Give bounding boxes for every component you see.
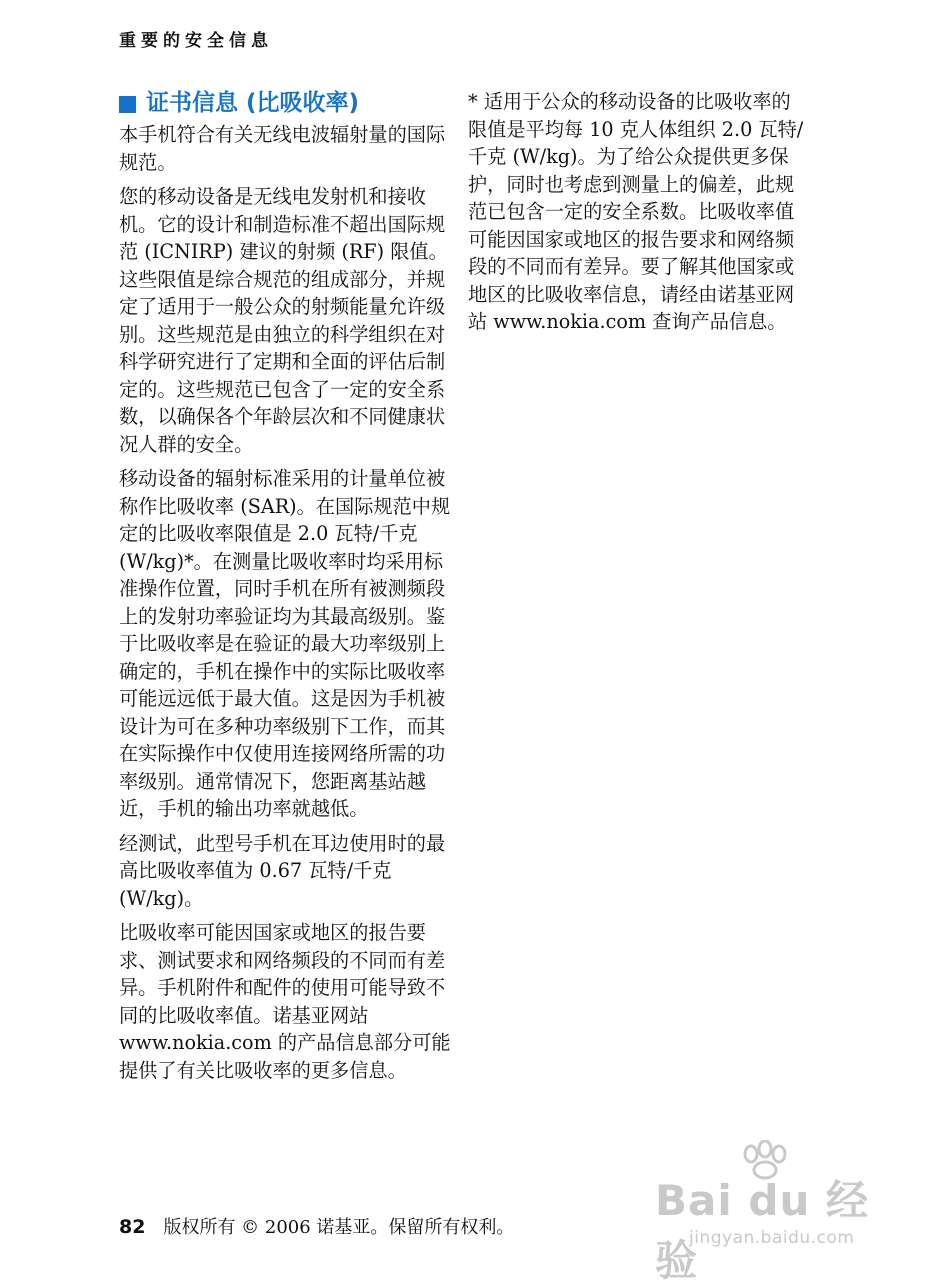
paragraph-tested-value: 经测试，此型号手机在耳边使用时的最高比吸收率值为 0.67 瓦特/千克 (W/kg)。 (119, 831, 446, 910)
page-number: 82 (119, 1216, 146, 1238)
section-heading (119, 88, 451, 120)
copyright-notice: 版权所有 © 2006 诺基亚。保留所有权利。 (163, 1217, 515, 1238)
baidu-watermark (655, 1140, 905, 1285)
paragraph-compliance: 本手机符合有关无线电波辐射量的国际规范。 (119, 123, 446, 174)
page-footer (119, 1213, 514, 1239)
watermark-brand: Bai du 经验 (655, 1176, 869, 1285)
section-title: 证书信息 (比吸收率) (146, 90, 360, 117)
right-column (468, 88, 804, 343)
left-column (119, 88, 451, 1091)
footnote-paragraph: * 适用于公众的移动设备的比吸收率的限值是平均每 10 克人体组织 2.0 瓦特/千克 (W/kg)。为了给公众提供更多保护，同时也考虑到测量上的偏差，此规范已包含一定的安全系数。比吸收率值可能因国家或地区的报告要求和网络频段的不同而有差异。要了解其他国家或地区的比吸收率信息，请经由诺基亚网站 www.nokia.com 查询产品信息。 (468, 90, 804, 333)
watermark-url: jingyan.baidu.com (689, 1228, 855, 1248)
square-bullet-icon (119, 96, 136, 113)
running-header: 重要的安全信息 (119, 31, 273, 51)
paragraph-sar-standard: 移动设备的辐射标准采用的计量单位被称作比吸收率 (SAR)。在国际规范中规定的比吸收率限值是 2.0 瓦特/千克 (W/kg)*。在测量比吸收率时均采用标准操作位置，同时手机在所有被测频段上的发射功率验证均为其最高级别。鉴于比吸收率是在验证的最大功率级别上确定的，手机在操作中的实际比吸收率可能远远低于最大值。这是因为手机被设计为可在多种功率级别下工作，而其在实际操作中仅使用连接网络所需的功率级别。通常情况下，您距离基站越近，手机的输出功率就越低。 (119, 467, 451, 820)
paragraph-icnirp: 您的移动设备是无线电发射机和接收机。它的设计和制造标准不超出国际规范 (ICNIRP) 建议的射频 (RF) 限值。这些限值是综合规范的组成部分，并规定了适用于一般公众的射频能量允许级别。这些规范是由独立的科学组织在对科学研究进行了定期和全面的评估后制定的。这些规范已包含了一定的安全系数，以确保各个年龄层次和不同健康状况人群的安全。 (119, 185, 448, 456)
paragraph-variation: 比吸收率可能因国家或地区的报告要求、测试要求和网络频段的不同而有差异。手机附件和配件的使用可能导致不同的比吸收率值。诺基亚网站 www.nokia.com 的产品信息部分可能提供了有关比吸收率的更多信息。 (119, 921, 451, 1082)
